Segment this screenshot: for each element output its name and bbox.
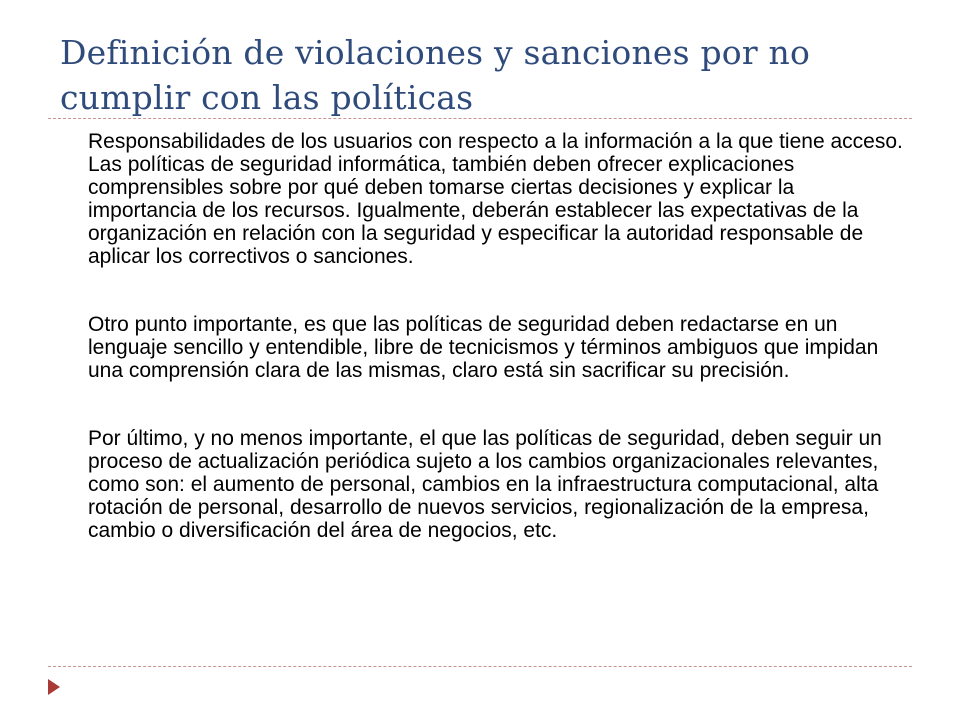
paragraph-lenguaje: Otro punto importante, es que las políticas de seguridad deben redactarse en un lenguaje sencillo y entendible, libre de tecnicismos y términos ambiguos que impidan una comprensión clara de las mismas, claro está sin sacrificar su precisión.	[88, 313, 879, 382]
title-divider	[48, 118, 912, 119]
paragraph-responsabilidades: Responsabilidades de los usuarios con respecto a la información a la que tiene acceso. Las políticas de seguridad informática, también deben ofrecer explicaciones comprensibles sobre por qué deben tomarse ciertas decisiones y explicar la importancia de los recursos. Igualmente, deberán establecer las expectativas de la organización en relación con la seguridad y especificar la autoridad responsable de aplicar los correctivos o sanciones.	[88, 130, 903, 268]
footer-divider	[48, 666, 912, 667]
triangle-arrow-icon	[48, 679, 60, 695]
slide-title: Definición de violaciones y sanciones por no cumplir con las políticas	[60, 33, 811, 117]
slide-body	[88, 130, 908, 542]
paragraph-actualizacion: Por último, y no menos importante, el que las políticas de seguridad, deben seguir un proceso de actualización periódica sujeto a los cambios organizacionales relevantes, como son: el aumento de personal, cambios en la infraestructura computacional, alta rotación de personal, desarrollo de nuevos servicios, regionalización de la empresa, cambio o diversificación del área de negocios, etc.	[88, 427, 882, 542]
